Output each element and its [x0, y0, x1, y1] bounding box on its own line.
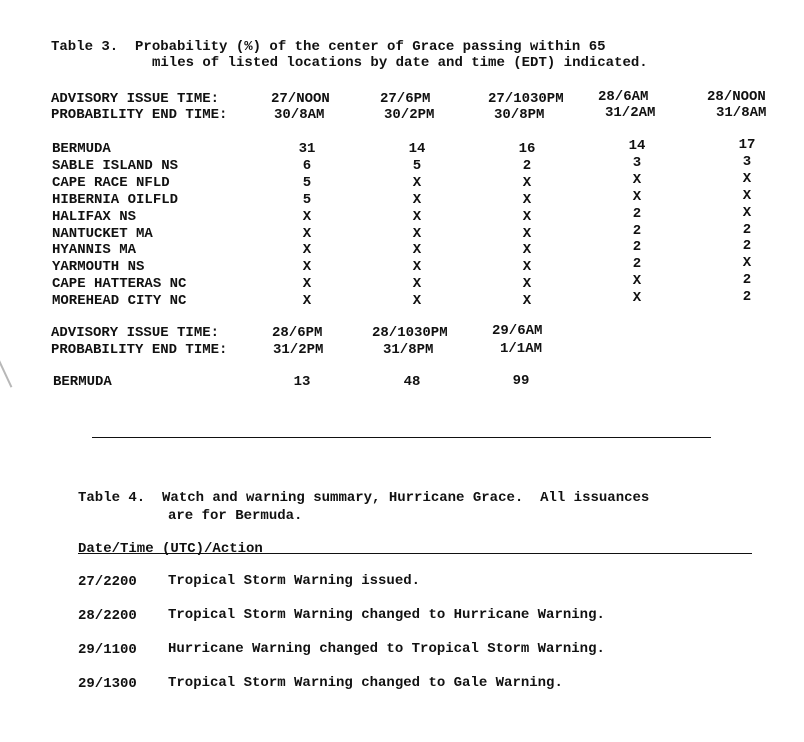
warning-action: Hurricane Warning changed to Tropical Storm Warning. — [168, 641, 605, 657]
probability-cell: 2 — [632, 222, 642, 239]
probability-cell: 2 — [742, 289, 752, 306]
location-name: NANTUCKET MA — [52, 225, 153, 242]
end-time-b2-3: 1/1AM — [500, 341, 543, 357]
warning-datetime: 29/1100 — [78, 642, 137, 658]
probability-cell: X — [412, 174, 422, 191]
probability-cell: X — [522, 293, 532, 310]
probability-cell: 14 — [628, 138, 646, 154]
probability-cell: X — [302, 242, 312, 259]
probability-cell: 2 — [632, 205, 642, 222]
issue-time-b2-1: 28/6PM — [272, 325, 323, 341]
probability-cell: 5 — [412, 157, 422, 174]
probability-cell: 13 — [293, 374, 311, 390]
probability-cell: 2 — [632, 256, 642, 273]
probability-cell: 2 — [742, 221, 752, 238]
issue-time-1: 27/NOON — [271, 91, 330, 107]
table3-caption-line1: Table 3. Probability (%) of the center of Grace passing within 65 — [51, 39, 606, 55]
probability-cell: 14 — [408, 141, 426, 157]
warning-datetime: 28/2200 — [78, 608, 137, 624]
probability-cell: X — [742, 255, 752, 272]
probability-end-time-label: PROBABILITY END TIME: — [51, 107, 228, 123]
probability-cell: 3 — [742, 153, 752, 170]
table3-caption-line2: miles of listed locations by date and time (EDT) indicated. — [152, 55, 648, 71]
probability-cell: 5 — [302, 191, 312, 208]
probability-cell: X — [522, 208, 532, 225]
probability-cell: X — [302, 293, 312, 310]
end-time-4: 31/2AM — [605, 105, 656, 121]
advisory-issue-time-label-2: ADVISORY ISSUE TIME: — [51, 325, 220, 341]
probability-cell: 2 — [742, 272, 752, 289]
end-time-5: 31/8AM — [716, 105, 767, 121]
probability-cell: 31 — [298, 141, 316, 157]
issue-time-3: 27/1030PM — [488, 91, 564, 107]
issue-time-2: 27/6PM — [380, 91, 431, 107]
table4-header-underline — [78, 553, 752, 554]
warning-action: Tropical Storm Warning changed to Hurricane Warning. — [168, 607, 605, 623]
probability-cell: X — [522, 191, 532, 208]
probability-cell: X — [412, 259, 422, 276]
probability-cell: X — [302, 259, 312, 276]
end-time-b2-2: 31/8PM — [383, 342, 434, 358]
warning-action: Tropical Storm Warning issued. — [168, 573, 421, 589]
probability-cell: X — [632, 188, 642, 205]
location-name: HIBERNIA OILFLD — [52, 191, 179, 208]
location-name: BERMUDA — [53, 374, 112, 390]
issue-time-4: 28/6AM — [598, 89, 649, 105]
probability-cell: 48 — [403, 374, 421, 390]
probability-cell: 17 — [738, 137, 756, 153]
probability-cell: X — [412, 208, 422, 225]
issue-time-b2-2: 28/1030PM — [372, 325, 448, 341]
probability-cell: X — [632, 273, 642, 290]
table4-header: Date/Time (UTC)/Action — [78, 541, 263, 557]
probability-cell: 2 — [632, 239, 642, 256]
probability-cell: X — [522, 242, 532, 259]
probability-cell: X — [302, 276, 312, 293]
probability-cell: 3 — [632, 154, 642, 171]
table4-caption-line2: are for Bermuda. — [168, 508, 303, 524]
scan-mark — [0, 358, 15, 387]
probability-cell: X — [522, 225, 532, 242]
probability-cell: 16 — [518, 141, 536, 157]
probability-cell: X — [522, 259, 532, 276]
probability-cell: 6 — [302, 157, 312, 174]
location-name: BERMUDA — [52, 141, 111, 157]
location-name: CAPE RACE NFLD — [52, 174, 170, 191]
probability-cell: 2 — [522, 157, 532, 174]
probability-cell: X — [302, 225, 312, 242]
advisory-issue-time-label: ADVISORY ISSUE TIME: — [51, 91, 220, 107]
probability-cell: 5 — [302, 174, 312, 191]
issue-time-5: 28/NOON — [707, 89, 766, 105]
location-name: SABLE ISLAND NS — [52, 157, 179, 174]
warning-datetime: 29/1300 — [78, 676, 137, 692]
probability-cell: X — [522, 276, 532, 293]
table4-caption-line1: Table 4. Watch and warning summary, Hurricane Grace. All issuances — [78, 490, 650, 506]
probability-cell: X — [412, 225, 422, 242]
warning-datetime: 27/2200 — [78, 574, 137, 590]
probability-cell: X — [742, 187, 752, 204]
probability-cell: X — [302, 208, 312, 225]
probability-cell: X — [742, 170, 752, 187]
probability-cell: X — [412, 293, 422, 310]
end-time-b2-1: 31/2PM — [273, 342, 324, 358]
end-time-2: 30/2PM — [384, 107, 435, 123]
probability-cell: X — [412, 191, 422, 208]
probability-cell: X — [522, 174, 532, 191]
probability-cell: 99 — [512, 373, 530, 389]
end-time-3: 30/8PM — [494, 107, 545, 123]
probability-cell: X — [632, 171, 642, 188]
probability-cell: 2 — [742, 238, 752, 255]
section-divider — [92, 437, 711, 438]
probability-cell: X — [632, 290, 642, 307]
location-name: CAPE HATTERAS NC — [52, 276, 187, 293]
warning-action: Tropical Storm Warning changed to Gale Warning. — [168, 675, 563, 691]
probability-cell: X — [412, 276, 422, 293]
issue-time-b2-3: 29/6AM — [492, 323, 543, 339]
probability-cell: X — [742, 204, 752, 221]
location-name: MOREHEAD CITY NC — [52, 293, 187, 310]
location-name: HYANNIS MA — [52, 242, 137, 259]
location-name: YARMOUTH NS — [52, 259, 145, 276]
probability-cell: X — [412, 242, 422, 259]
probability-end-time-label-2: PROBABILITY END TIME: — [51, 342, 228, 358]
location-name: HALIFAX NS — [52, 208, 137, 225]
end-time-1: 30/8AM — [274, 107, 325, 123]
